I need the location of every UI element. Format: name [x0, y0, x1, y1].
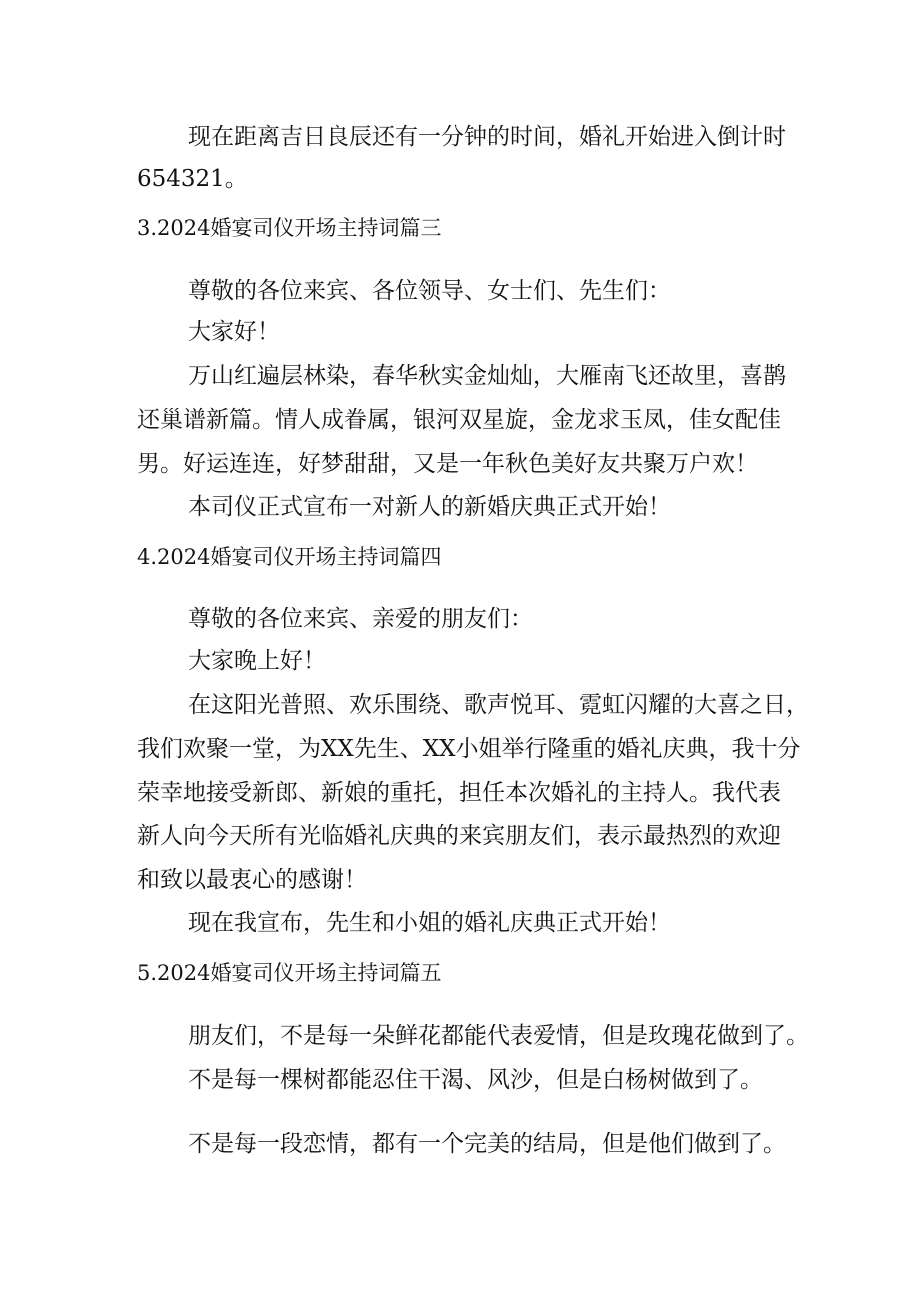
section-3-body-line-3: 男。好运连连，好梦甜甜，又是一年秋色美好友共聚万户欢！: [137, 451, 758, 477]
section-5-line-1: 朋友们，不是每一朵鲜花都能代表爱情，但是玫瑰花做到了。: [188, 1023, 809, 1049]
section-4-heading: 4.2024婚宴司仪开场主持词篇四: [137, 545, 442, 569]
section-4-body-line-3: 荣幸地接受新郎、新娘的重托，担任本次婚礼的主持人。我代表: [137, 780, 781, 806]
section-3-greeting: 尊敬的各位来宾、各位领导、女士们、先生们：: [188, 278, 671, 304]
section-3-announcement: 本司仪正式宣布一对新人的新婚庆典正式开始！: [188, 494, 671, 520]
section-3-heading: 3.2024婚宴司仪开场主持词篇三: [137, 216, 442, 240]
section-4-body-line-4: 新人向今天所有光临婚礼庆典的来宾朋友们，表示最热烈的欢迎: [137, 823, 781, 849]
intro-line-2: 654321。: [137, 166, 248, 192]
section-4-hello: 大家晚上好！: [188, 648, 326, 674]
section-4-body-line-2: 我们欢聚一堂，为XX先生、XX小姐举行隆重的婚礼庆典，我十分: [137, 736, 801, 762]
section-5-line-2: 不是每一棵树都能忍住干渴、风沙，但是白杨树做到了。: [188, 1067, 763, 1093]
section-3-body-line-1: 万山红遍层林染，春华秋实金灿灿，大雁南飞还故里，喜鹊: [188, 363, 786, 389]
intro-line-1: 现在距离吉日良辰还有一分钟的时间，婚礼开始进入倒计时: [188, 124, 786, 150]
section-4-body-line-5: 和致以最衷心的感谢！: [137, 867, 367, 893]
section-4-greeting: 尊敬的各位来宾、亲爱的朋友们：: [188, 606, 533, 632]
section-3-body-line-2: 还巢谱新篇。情人成眷属，银河双星旋，金龙求玉凤，佳女配佳: [137, 407, 781, 433]
section-5-line-3: 不是每一段恋情，都有一个完美的结局，但是他们做到了。: [188, 1131, 786, 1157]
section-3-hello: 大家好！: [188, 319, 280, 345]
section-4-body-line-1: 在这阳光普照、欢乐围绕、歌声悦耳、霓虹闪耀的大喜之日，: [188, 692, 809, 718]
section-4-announcement: 现在我宣布，先生和小姐的婚礼庆典正式开始！: [188, 910, 671, 936]
section-5-heading: 5.2024婚宴司仪开场主持词篇五: [137, 961, 442, 985]
